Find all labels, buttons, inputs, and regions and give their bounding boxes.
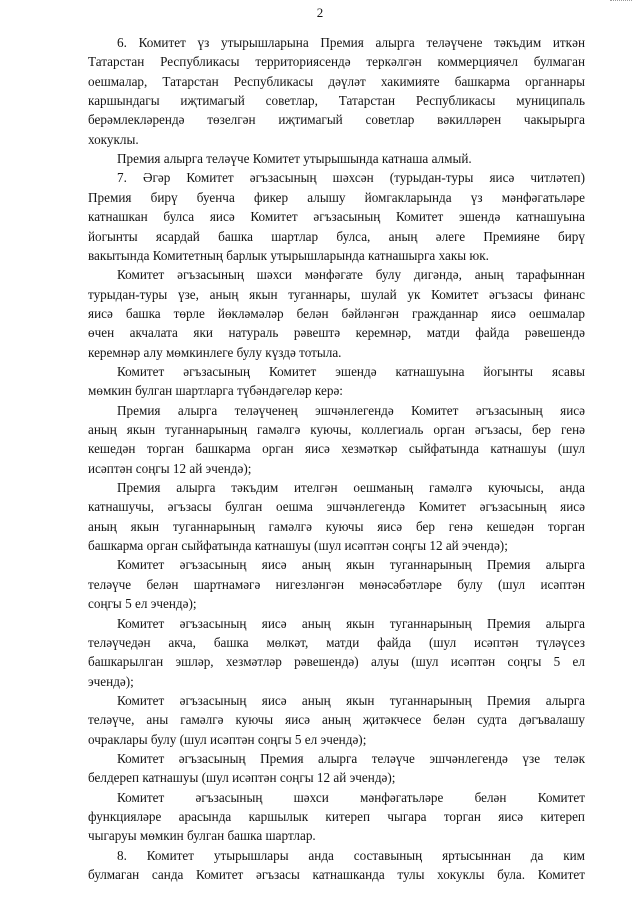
text-line: булмаган санда Комитет әгъзасы катнашканда тулы хокуклы була. Комитет: [88, 867, 585, 882]
scan-corner-mark: [610, 0, 632, 3]
text-line: керемнәр алу мөмкинлеге булу күздә тотыла.: [88, 345, 342, 360]
text-line: Премия алырга теләүче Комитет утырышында катнаша алмый.: [117, 151, 472, 166]
text-line: вакытында Комитетның барлык утырышларында катнашырга хакы юк.: [88, 248, 489, 263]
text-line: өчен акчалата яки натураль рәвештә керемнәр, матди файда рәвешендә: [88, 325, 585, 340]
text-line: Комитет әгъзасының яисә аның якын туганнарының Премия алырга: [117, 693, 585, 708]
text-line: Комитет әгъзасының шәхси мәнфәгатьләре белән Комитет: [117, 790, 585, 805]
text-line: хокуклы.: [88, 132, 139, 147]
text-line: берәмлекләрендә төзелгән иҗтимагый советлар вәкилләрен чакырырга: [88, 112, 585, 127]
text-line: Комитет әгъзасының Комитет эшендә катнашуына йогынты ясавы: [117, 364, 585, 379]
text-line: 8. Комитет утырышлары анда составының яртысыннан да ким: [117, 848, 585, 863]
page-number: 2: [316, 5, 324, 20]
text-line: Комитет әгъзасының шәхси мәнфәгате булу дигәндә, аның тарафыннан: [117, 267, 585, 282]
text-line: функцияләре арасында каршылык китереп чыгара торган яисә китереп: [88, 809, 585, 824]
text-line: Премия алырга тәкъдим ителгән оешманың гамәлгә куючысы, анда: [117, 480, 585, 495]
text-line: теләүче белән шартнамәгә нигезләнгән мөнәсәбәтләре булу (шул исәптән: [88, 577, 585, 592]
text-line: катнашкан булса яисә Комитет әгъзасының Комитет эшендә катнашуына: [88, 209, 585, 224]
text-line: теләүче, аны гамәлгә куючы яисә аның җитәкчесе белән судта дәгъвалашу: [88, 712, 585, 727]
text-line: аның якын туганнарының гамәлгә куючы, коллегиаль орган әгъзасы, бер генә: [88, 422, 585, 437]
text-line: исәптән соңгы 12 ай эчендә);: [88, 461, 252, 476]
text-line: оешмалар, Татарстан Республикасы дәүләт хакимияте башкарма органнары: [88, 74, 585, 89]
text-line: эчендә);: [88, 674, 134, 689]
text-line: Комитет әгъзасының яисә аның якын туганнарының Премия алырга: [117, 616, 585, 631]
text-line: белдереп катнашуы (шул исәптән соңгы 12 ай эчендә);: [88, 770, 396, 785]
text-line: очраклары булу (шул исәптән соңгы 5 ел эчендә);: [88, 732, 367, 747]
text-line: Комитет әгъзасының Премия алырга теләүче эшчәнлегендә үзе теләк: [117, 751, 585, 766]
text-line: Комитет әгъзасының яисә аның якын туганнарының Премия алырга: [117, 557, 585, 572]
text-line: яисә башка төрле йөкләмәләр белән бәйләнгән гражданнар яисә оешмалар: [88, 306, 585, 321]
text-line: 7. Әгәр Комитет әгъзасының шәхсән (турыдан-туры яисә читләтеп): [117, 170, 585, 185]
text-line: кешедән торган башкарма орган яисә хезмәткәр сыйфатында катнашуы (шул: [88, 441, 585, 456]
text-line: 6. Комитет үз утырышларына Премия алырга теләүчене тәкъдим иткән: [117, 35, 585, 50]
text-line: соңгы 5 ел эчендә);: [88, 596, 197, 611]
text-line: аның якын туганнарының гамәлгә куючы яисә бер генә кешедән торган: [88, 519, 585, 534]
text-line: турыдан-туры үзе, аның якын туганнары, шулай ук Комитет әгъзасы финанс: [88, 287, 585, 302]
text-line: Премия бирү буенча фикер алышу йомгакларында үз мәнфәгатьләре: [88, 190, 585, 205]
text-line: башкарма орган сыйфатында катнашуы (шул исәптән соңгы 12 ай эчендә);: [88, 538, 508, 553]
text-line: чыгаруы мөмкин булган башка шартлар.: [88, 828, 316, 843]
text-line: Премия алырга теләүченең эшчәнлегендә Комитет әгъзасының яисә: [117, 403, 585, 418]
text-line: мөмкин булган шартларга түбәндәгеләр керә:: [88, 383, 343, 398]
text-line: катнашучы, әгъзасы булган оешма эшчәнлегендә Комитет әгъзасының яисә: [88, 499, 585, 514]
text-line: башкарылган эшләр, хезмәтләр рәвешендә) алуы (шул исәптән соңгы 5 ел: [88, 654, 585, 669]
text-line: каршындагы иҗтимагый советлар, Татарстан Республикасы муниципаль: [88, 93, 585, 108]
text-line: Татарстан Республикасы территориясендә теркәлгән коммерциячел булмаган: [88, 54, 585, 69]
text-line: йогынты ясардай башка шартлар булса, аның әлеге Премияне бирү: [88, 229, 585, 244]
text-line: теләүчедән акча, башка мөлкәт, матди файда (шул исәптән түләүсез: [88, 635, 585, 650]
